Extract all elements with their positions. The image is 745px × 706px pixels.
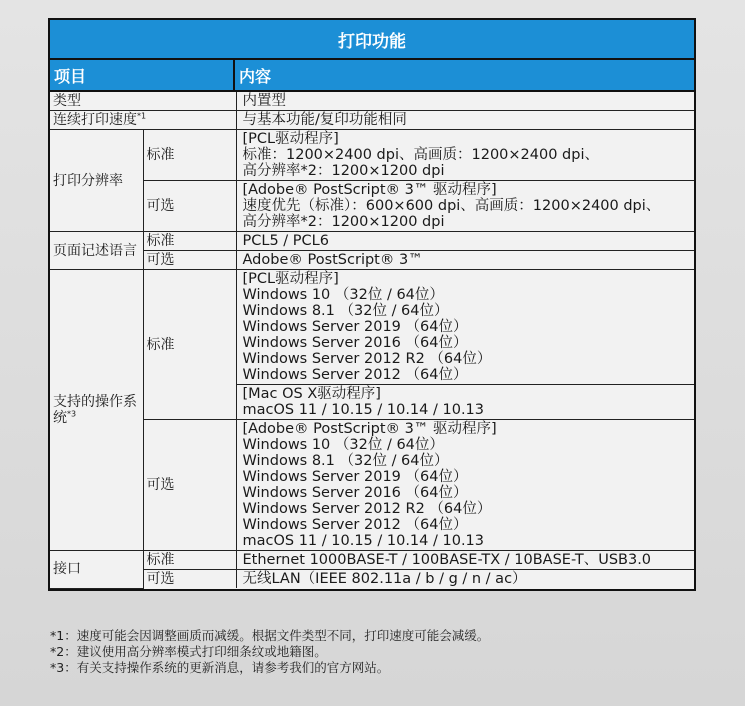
line: Windows Server 2012 （64位） [242, 367, 468, 383]
line: Windows 8.1 （32位 / 64位） [242, 303, 449, 319]
line: macOS 11 / 10.15 / 10.14 / 10.13 [242, 402, 485, 418]
sublabel-language-standard: 标准 [143, 232, 236, 251]
line: Windows Server 2016 （64位） [242, 335, 468, 351]
line: [Adobe® PostScript® 3™ 驱动程序] [242, 182, 497, 198]
line: Windows 10 （32位 / 64位） [242, 287, 444, 303]
row-language-optional [50, 251, 694, 270]
header-content: 内容 [239, 66, 272, 86]
table-title: 打印功能 [50, 20, 694, 60]
line: Windows Server 2012 R2 （64位） [242, 501, 492, 517]
label-speed [50, 111, 236, 130]
value-os-standard-mac [236, 385, 694, 420]
line: 速度优先（标准）：600×600 dpi、高画质：1200×2400 dpi、 [242, 198, 661, 214]
label-speed-sup: *1 [137, 111, 147, 121]
sublabel-os-optional: 可选 [143, 420, 236, 551]
row-interface-standard [50, 551, 694, 570]
line: Windows Server 2019 （64位） [242, 469, 468, 485]
line: Windows Server 2016 （64位） [242, 485, 468, 501]
label-os-sup: *3 [67, 409, 77, 419]
line: Windows 10 （32位 / 64位） [242, 437, 444, 453]
table-header [50, 60, 694, 92]
label-os-text: 支持的操作系统 [53, 394, 137, 426]
value-interface-optional: 无线LAN（IEEE 802.11a / b / g / n / ac） [236, 570, 694, 589]
sublabel-os-standard: 标准 [143, 270, 236, 420]
header-item: 项目 [50, 60, 235, 90]
print-function-table [48, 18, 696, 591]
line: Windows Server 2019 （64位） [242, 319, 468, 335]
label-type: 类型 [50, 92, 236, 111]
line: Windows Server 2012 R2 （64位） [242, 351, 492, 367]
row-resolution-optional [50, 181, 694, 232]
line: 高分辨率*2：1200×1200 dpi [242, 214, 445, 230]
line: [Mac OS X驱动程序] [242, 386, 381, 402]
sublabel-language-optional: 可选 [143, 251, 236, 270]
value-os-optional [236, 420, 694, 551]
footnote-3: *3：有关支持操作系统的更新消息，请参考我们的官方网站。 [50, 660, 390, 675]
sublabel-interface-optional: 可选 [143, 570, 236, 589]
footnote-2: *2：建议使用高分辨率模式打印细条纹或地籍图。 [50, 644, 327, 659]
value-type: 内置型 [236, 92, 694, 111]
line: Windows Server 2012 （64位） [242, 517, 468, 533]
sublabel-resolution-standard: 标准 [143, 130, 236, 181]
row-type [50, 92, 694, 111]
value-os-standard-pcl [236, 270, 694, 385]
row-speed [50, 111, 694, 130]
line: Windows 8.1 （32位 / 64位） [242, 453, 449, 469]
label-speed-text: 连续打印速度 [53, 112, 137, 128]
value-interface-standard: Ethernet 1000BASE-T / 100BASE-TX / 10BASE-T、USB3.0 [236, 551, 694, 570]
value-language-standard: PCL5 / PCL6 [236, 232, 694, 251]
line: [PCL驱动程序] [242, 271, 339, 287]
row-os-optional [50, 420, 694, 551]
line: [PCL驱动程序] [242, 131, 339, 147]
row-interface-optional [50, 570, 694, 589]
value-resolution-optional [236, 181, 694, 232]
label-interface: 接口 [50, 551, 143, 589]
row-language-standard [50, 232, 694, 251]
row-os-standard-pcl [50, 270, 694, 385]
footnotes [50, 628, 489, 676]
line: [Adobe® PostScript® 3™ 驱动程序] [242, 421, 497, 437]
value-resolution-standard [236, 130, 694, 181]
label-resolution: 打印分辨率 [50, 130, 143, 232]
footnote-1: *1：速度可能会因调整画质而减缓。根据文件类型不同，打印速度可能会减缓。 [50, 628, 490, 643]
line: 高分辨率*2：1200×1200 dpi [242, 163, 445, 179]
line: 标准：1200×2400 dpi、高画质：1200×2400 dpi、 [242, 147, 599, 163]
value-language-optional: Adobe® PostScript® 3™ [236, 251, 694, 270]
spec-table [50, 92, 694, 589]
sublabel-resolution-optional: 可选 [143, 181, 236, 232]
row-resolution-standard [50, 130, 694, 181]
label-language: 页面记述语言 [50, 232, 143, 270]
value-speed: 与基本功能/复印功能相同 [236, 111, 694, 130]
sublabel-interface-standard: 标准 [143, 551, 236, 570]
label-os [50, 270, 143, 551]
line: macOS 11 / 10.15 / 10.14 / 10.13 [242, 533, 485, 549]
